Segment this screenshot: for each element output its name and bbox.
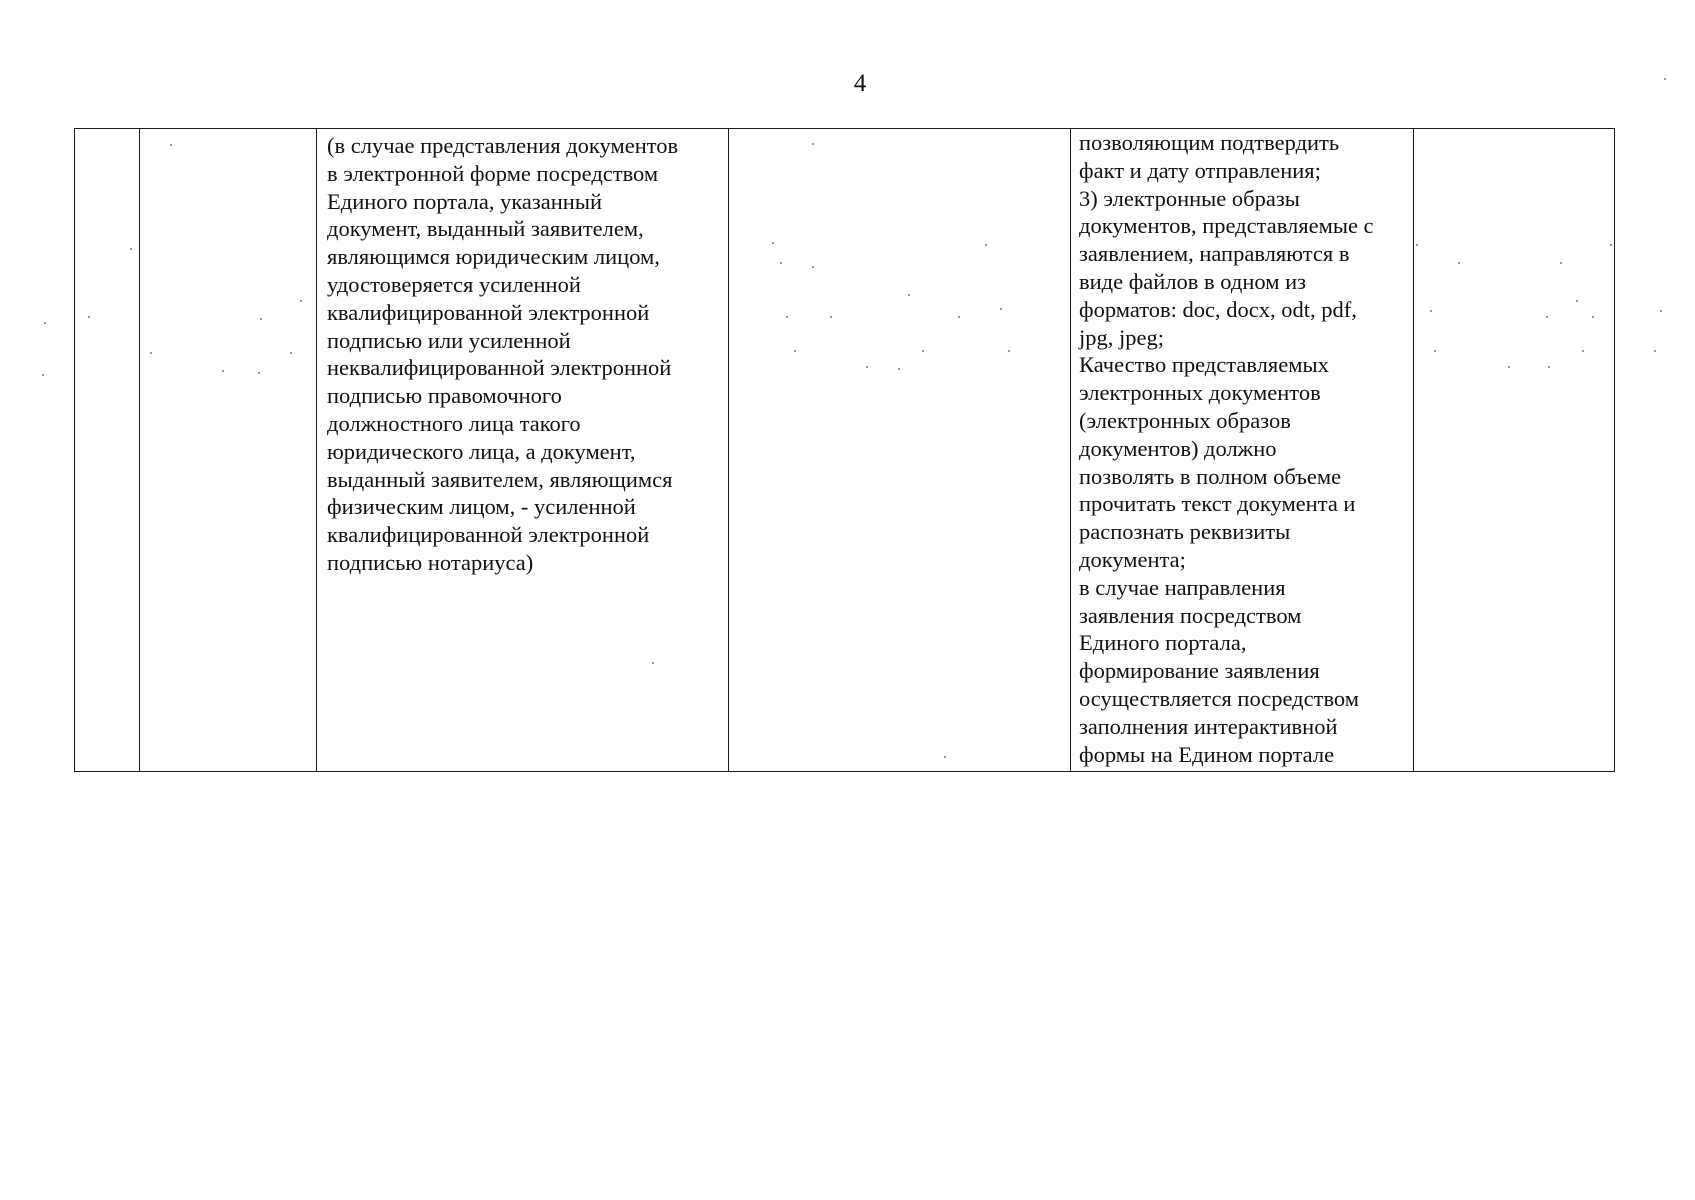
scan-speck — [652, 662, 654, 664]
table-cell-col4 — [729, 129, 1071, 772]
table-cell-col6 — [1414, 129, 1615, 772]
scan-speck — [1610, 244, 1612, 246]
scan-speck — [150, 352, 152, 354]
scan-speck — [1434, 350, 1436, 352]
scan-speck — [985, 244, 987, 246]
scan-speck — [1664, 78, 1666, 80]
scan-speck — [772, 242, 774, 244]
scan-speck — [908, 294, 910, 296]
scan-speck — [1416, 244, 1418, 246]
scan-speck — [958, 316, 960, 318]
scan-speck — [42, 374, 44, 376]
scan-speck — [258, 372, 260, 374]
scan-speck — [1508, 366, 1510, 368]
cell-text-col3: (в случае представления документов в электронной форме посредством Единого портала, указанный документ, выданный заявителем, являющимся юридическим лицом, удостоверяется усиленной квалифицированной электронной подписью или усиленной неквалифицированной электронной подписью правомочного должностного лица такого юридического лица, а документ, выданный заявителем, являющимся физическим лицом, - усиленной квалифицированной электронной подписью нотариуса) — [327, 133, 679, 575]
scan-speck — [794, 350, 796, 352]
scan-speck — [1660, 310, 1662, 312]
scan-speck — [290, 352, 292, 354]
cell-text-col5: позволяющим подтвердить факт и дату отправления; 3) электронные образы документов, представляемые с заявлением, направляются в виде файлов в одном из форматов: doc, docx, odt, pdf, jpg, jpeg; Качество представляемых электронных документов (электронных образов документов) должно позволять в полном объеме прочитать текст документа и распознать реквизиты документа; в случае направления заявления посредством Единого портала, формирование заявления осуществляется посредством заполнения интерактивной формы на Едином портале — [1079, 130, 1374, 767]
scan-speck — [780, 262, 782, 264]
scan-speck — [812, 266, 814, 268]
scan-speck — [786, 316, 788, 318]
scan-speck — [1576, 300, 1578, 302]
table-cell-col5 — [1071, 129, 1414, 772]
scan-speck — [1008, 350, 1010, 352]
scan-speck — [898, 368, 900, 370]
scan-speck — [1430, 310, 1432, 312]
scan-speck — [1458, 262, 1460, 264]
scan-speck — [1582, 350, 1584, 352]
scan-speck — [130, 248, 132, 250]
table-cell-col3 — [317, 129, 729, 772]
scan-speck — [300, 300, 302, 302]
scan-speck — [88, 316, 90, 318]
scan-speck — [812, 143, 814, 145]
scan-speck — [170, 144, 172, 146]
scan-speck — [1000, 308, 1002, 310]
scan-speck — [922, 350, 924, 352]
page-number: 4 — [853, 70, 867, 97]
scan-speck — [944, 756, 946, 758]
table-cell-col2 — [140, 129, 317, 772]
scan-speck — [1548, 366, 1550, 368]
scan-speck — [866, 366, 868, 368]
table-row — [75, 129, 1615, 772]
scan-speck — [1592, 316, 1594, 318]
scan-speck — [1546, 316, 1548, 318]
scan-speck — [222, 370, 224, 372]
scan-speck — [1654, 350, 1656, 352]
table-cell-col1 — [75, 129, 140, 772]
scan-speck — [1560, 262, 1562, 264]
scan-speck — [260, 318, 262, 320]
scan-speck — [44, 322, 46, 324]
document-table — [74, 128, 1615, 772]
scan-speck — [830, 316, 832, 318]
